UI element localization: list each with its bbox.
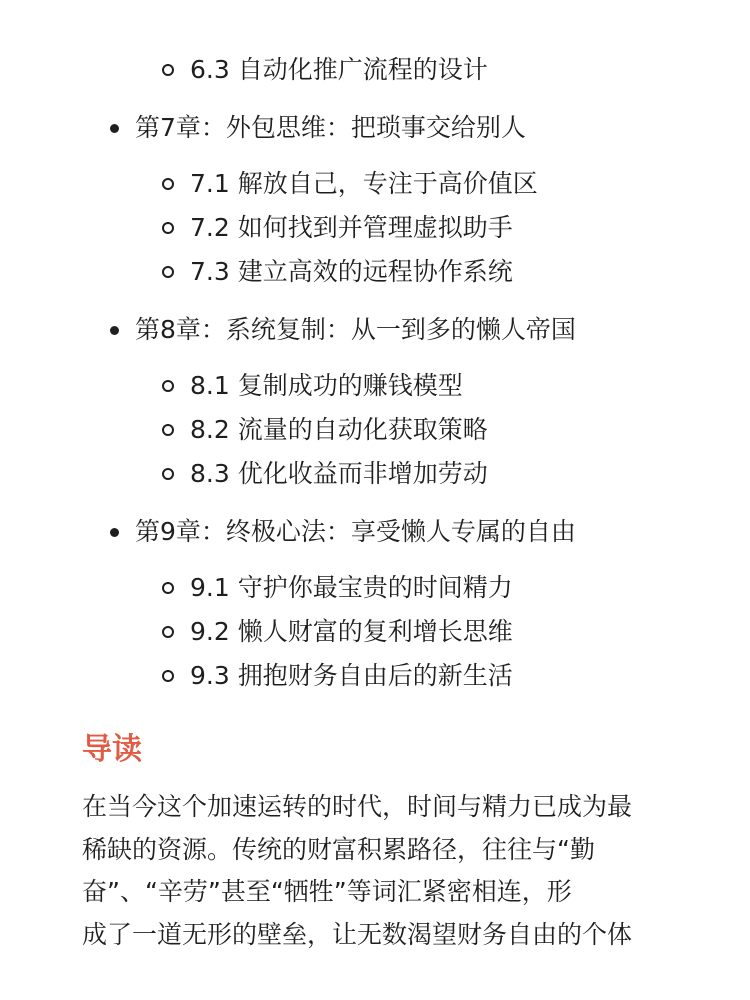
intro-line: 奋”、“辛劳”甚至“牺牲”等词汇紧密相连，形 bbox=[82, 877, 572, 906]
toc-item-label: 7.3 建立高效的远程协作系统 bbox=[190, 257, 513, 286]
circle-bullet-icon bbox=[162, 468, 174, 480]
toc-section-9-1 bbox=[162, 571, 513, 605]
intro-heading: 导读 bbox=[82, 732, 142, 767]
circle-bullet-icon bbox=[162, 64, 174, 76]
intro-line: 在当今这个加速运转的时代，时间与精力已成为最 bbox=[82, 792, 633, 821]
disc-bullet-icon bbox=[110, 326, 119, 335]
toc-chapter-9 bbox=[110, 515, 576, 549]
circle-bullet-icon bbox=[162, 380, 174, 392]
toc-section-8-1 bbox=[162, 369, 463, 403]
toc-item-label: 8.2 流量的自动化获取策略 bbox=[190, 415, 488, 444]
intro-line: 稀缺的资源。传统的财富积累路径，往往与“勤 bbox=[82, 834, 595, 864]
toc-section-9-3 bbox=[162, 659, 513, 693]
toc-chapter-7 bbox=[110, 111, 526, 145]
circle-bullet-icon bbox=[162, 424, 174, 436]
toc-section-8-3 bbox=[162, 457, 488, 491]
toc-item-label: 第8章：系统复制：从一到多的懒人帝国 bbox=[135, 315, 576, 344]
toc-chapter-8 bbox=[110, 313, 576, 347]
toc-section-7-2 bbox=[162, 211, 513, 245]
disc-bullet-icon bbox=[110, 528, 119, 537]
toc-item-label: 7.2 如何找到并管理虚拟助手 bbox=[190, 213, 513, 242]
toc-item-label: 9.2 懒人财富的复利增长思维 bbox=[190, 617, 513, 646]
toc-item-label: 9.1 守护你最宝贵的时间精力 bbox=[190, 573, 513, 602]
intro-line: 成了一道无形的壁垒，让无数渴望财务自由的个体 bbox=[82, 919, 633, 949]
circle-bullet-icon bbox=[162, 670, 174, 682]
intro-paragraph bbox=[82, 786, 682, 956]
toc-item-label: 第7章：外包思维：把琐事交给别人 bbox=[135, 113, 526, 142]
toc-item-label: 第9章：终极心法：享受懒人专属的自由 bbox=[135, 517, 576, 546]
toc-section-9-2 bbox=[162, 615, 513, 649]
toc-item-label: 7.1 解放自己，专注于高价值区 bbox=[190, 169, 538, 198]
toc-item-label: 9.3 拥抱财务自由后的新生活 bbox=[190, 661, 513, 690]
disc-bullet-icon bbox=[110, 124, 119, 133]
circle-bullet-icon bbox=[162, 178, 174, 190]
circle-bullet-icon bbox=[162, 582, 174, 594]
toc-item-label: 8.3 优化收益而非增加劳动 bbox=[190, 459, 488, 488]
toc-section-7-3 bbox=[162, 255, 513, 289]
circle-bullet-icon bbox=[162, 222, 174, 234]
toc-section-8-2 bbox=[162, 413, 488, 447]
circle-bullet-icon bbox=[162, 626, 174, 638]
toc-section-6-3 bbox=[162, 53, 488, 87]
toc-section-7-1 bbox=[162, 167, 538, 201]
toc-item-label: 6.3 自动化推广流程的设计 bbox=[190, 55, 488, 84]
toc-item-label: 8.1 复制成功的赚钱模型 bbox=[190, 371, 463, 400]
circle-bullet-icon bbox=[162, 266, 174, 278]
